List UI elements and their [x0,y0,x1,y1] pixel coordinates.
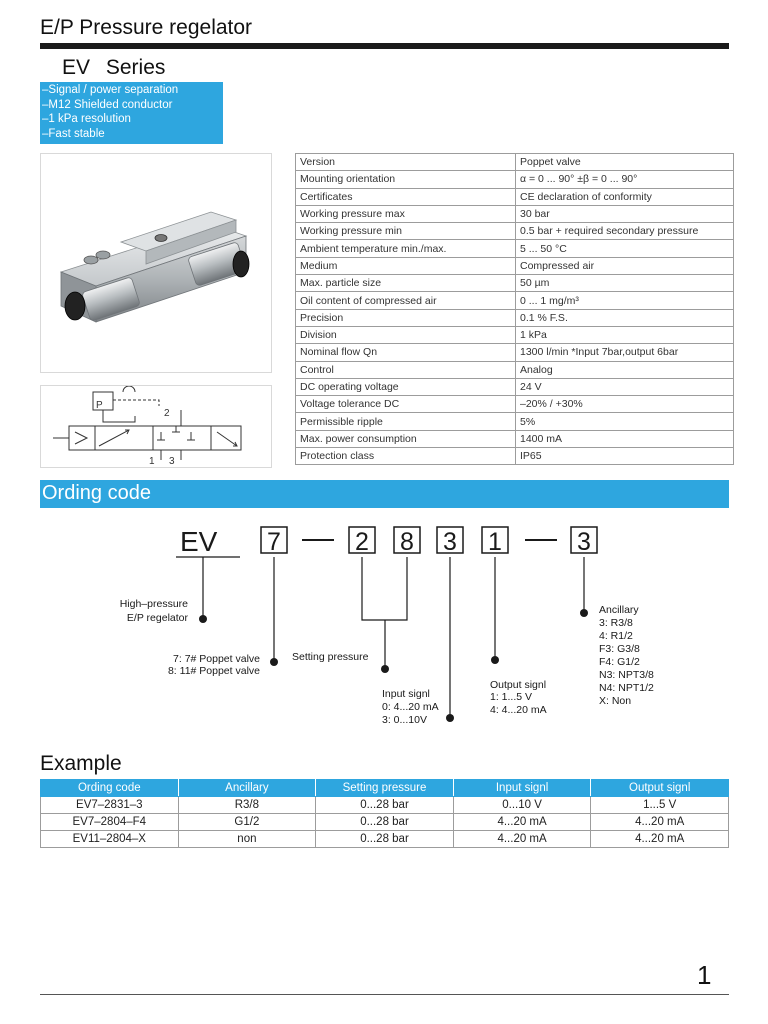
code-digit: 3 [577,528,591,556]
spec-row [296,257,734,274]
page-number: 1 [697,960,712,990]
label-regulator-line1: High–pressure [119,598,188,610]
example-cell: EV7–2804–F4 [41,814,179,831]
specifications-table [295,153,734,465]
valve-symbol-diagram [41,386,271,467]
pneumatic-schematic [40,385,272,468]
code-digit: 1 [488,528,502,556]
example-cell: 1...5 V [591,797,729,814]
series-title: EV Series [62,56,166,79]
spec-key: Version [296,154,516,171]
spec-value: 30 bar [516,205,734,222]
spec-row [296,223,734,240]
spec-key: Oil content of compressed air [296,292,516,309]
spec-key: Protection class [296,448,516,465]
spec-value: 0 ... 1 mg/m³ [516,292,734,309]
example-cell: non [178,831,316,848]
spec-row [296,344,734,361]
spec-value: –20% / +30% [516,396,734,413]
spec-key: Working pressure min [296,223,516,240]
label-output-option: 1: 1...5 V [490,691,533,703]
label-input-title: Input signl [382,688,430,700]
example-header-row [41,780,729,797]
col-header: Output signl [591,780,729,797]
col-header: Ording code [41,780,179,797]
label-input-option: 0: 4...20 mA [382,701,439,713]
footer-rule [40,994,729,995]
spec-key: Working pressure max [296,205,516,222]
label-ancillary-option: F3: G3/8 [599,643,640,655]
code-digit: 2 [355,528,369,556]
spec-key: Mounting orientation [296,171,516,188]
spec-value: 1 kPa [516,326,734,343]
schematic-label-3: 3 [169,456,175,467]
spec-key: Max. particle size [296,275,516,292]
spec-value: Compressed air [516,257,734,274]
example-row [41,797,729,814]
spec-value: 1300 l/min *Input 7bar,output 6bar [516,344,734,361]
example-cell: R3/8 [178,797,316,814]
example-table [40,779,729,848]
spec-row [296,154,734,171]
label-ancillary-option: F4: G1/2 [599,656,640,668]
spec-row [296,430,734,447]
product-image [40,153,272,373]
example-cell: 0...10 V [453,797,591,814]
spec-key: Precision [296,309,516,326]
feature-item: –1 kPa resolution [42,113,131,125]
spec-key: Certificates [296,188,516,205]
spec-row [296,396,734,413]
spec-value: 50 µm [516,275,734,292]
label-ancillary-option: 3: R3/8 [599,617,633,629]
label-ancillary-option: X: Non [599,695,632,707]
spec-row [296,309,734,326]
spec-row [296,188,734,205]
spec-key: Permissible ripple [296,413,516,430]
section-title: Ording code [42,482,151,504]
page-title: E/P Pressure regelator [40,16,253,39]
label-setting-pressure: Setting pressure [292,651,369,663]
spec-value: CE declaration of conformity [516,188,734,205]
schematic-label-1: 1 [149,456,155,467]
spec-value: Poppet valve [516,154,734,171]
spec-row [296,413,734,430]
col-header: Ancillary [178,780,316,797]
example-title: Example [40,752,122,775]
code-digit: 7 [267,528,281,556]
spec-value: 5% [516,413,734,430]
spec-row [296,205,734,222]
example-cell: 0...28 bar [316,831,454,848]
example-cell: G1/2 [178,814,316,831]
feature-item: –Signal / power separation [42,84,179,96]
example-cell: 0...28 bar [316,814,454,831]
spec-key: Division [296,326,516,343]
label-valve-8: 8: 11# Poppet valve [167,665,260,677]
spec-key: Control [296,361,516,378]
col-header: Input signl [453,780,591,797]
example-row [41,814,729,831]
spec-value: 0.5 bar + required secondary pressure [516,223,734,240]
spec-row [296,292,734,309]
feature-item: –M12 Shielded conductor [42,98,173,111]
col-header: Setting pressure [316,780,454,797]
spec-value: 1400 mA [516,430,734,447]
example-row [41,831,729,848]
spec-row [296,240,734,257]
label-ancillary-title: Ancillary [599,604,639,616]
example-cell: 4...20 mA [591,814,729,831]
spec-key: Voltage tolerance DC [296,396,516,413]
spec-row [296,448,734,465]
example-cell: 4...20 mA [453,814,591,831]
spec-value: 24 V [516,378,734,395]
spec-value: IP65 [516,448,734,465]
ordering-code-diagram [0,515,768,745]
spec-key: Max. power consumption [296,430,516,447]
label-output-option: 4: 4...20 mA [490,704,547,716]
example-cell: 0...28 bar [316,797,454,814]
spec-key: Nominal flow Qn [296,344,516,361]
spec-row [296,171,734,188]
regulator-illustration [41,154,271,372]
spec-row [296,361,734,378]
spec-value: 5 ... 50 °C [516,240,734,257]
feature-item: –Fast stable [42,127,105,140]
spec-key: Medium [296,257,516,274]
spec-row [296,326,734,343]
code-digit: 3 [443,528,457,556]
ordering-code-header [40,480,729,508]
spec-key: DC operating voltage [296,378,516,395]
code-prefix: EV [180,526,218,557]
schematic-label-p: P [96,400,103,411]
label-output-title: Output signl [490,679,547,691]
spec-value: Analog [516,361,734,378]
label-ancillary-option: 4: R1/2 [599,630,633,642]
schematic-label-2: 2 [164,408,170,419]
spec-value: 0.1 % F.S. [516,309,734,326]
spec-row [296,378,734,395]
spec-row [296,275,734,292]
label-regulator-line2: E/P regelator [126,612,188,624]
label-ancillary-option: N4: NPT1/2 [599,682,654,694]
label-input-option: 3: 0...10V [382,714,427,726]
spec-key: Ambient temperature min./max. [296,240,516,257]
spec-value: α = 0 ... 90° ±β = 0 ... 90° [516,171,734,188]
label-ancillary-option: N3: NPT3/8 [599,669,654,681]
example-cell: 4...20 mA [453,831,591,848]
feature-list [40,82,223,144]
title-rule [40,43,729,49]
code-digit: 8 [400,528,414,556]
example-cell: EV11–2804–X [41,831,179,848]
example-cell: EV7–2831–3 [41,797,179,814]
label-valve-7: 7: 7# Poppet valve [173,653,260,665]
example-cell: 4...20 mA [591,831,729,848]
